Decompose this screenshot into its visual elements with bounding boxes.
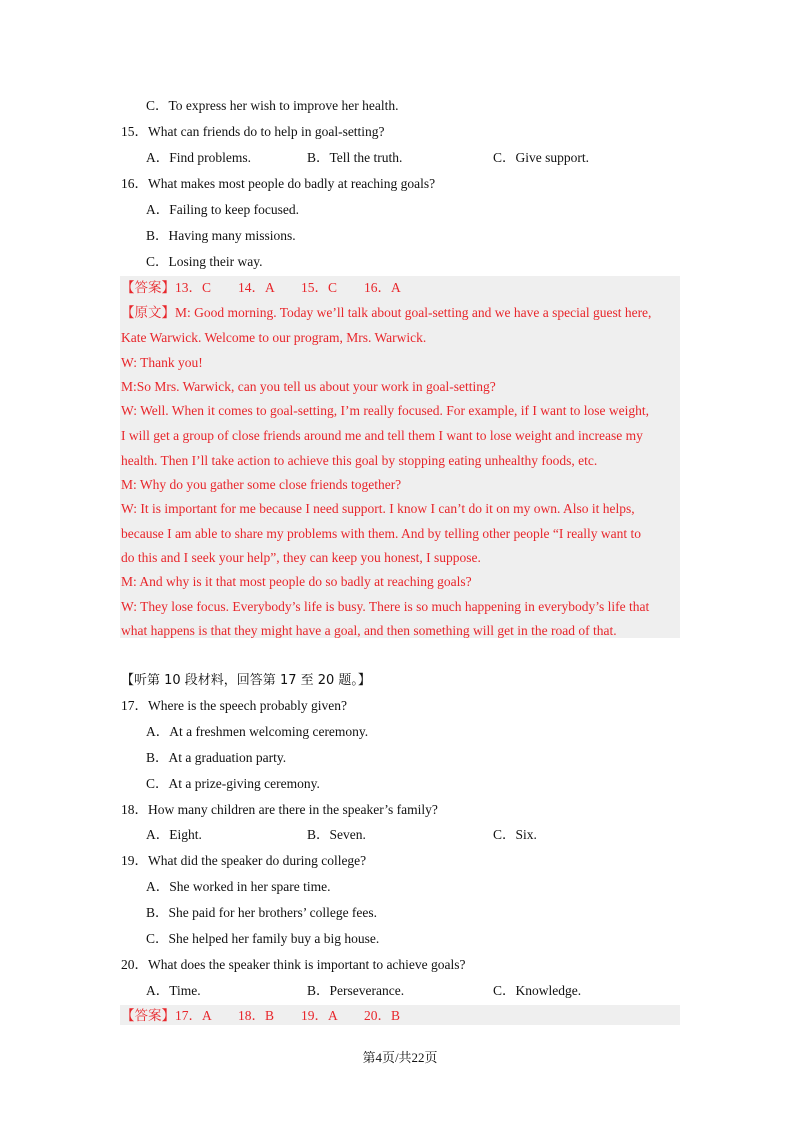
q20-option-a: A．Time.: [146, 983, 201, 998]
q17-option-a: A．At a freshmen welcoming ceremony.: [146, 724, 369, 739]
q19-question: 19．What did the speaker do during college?: [121, 853, 367, 868]
transcript-line: because I am able to share my problems with them. And by telling other people “I really want to: [121, 526, 641, 541]
transcript-line: what happens is that they might have a goal, and then something will get in the road of that.: [121, 623, 617, 638]
answer-line-1: [121, 279, 401, 297]
q17-option-b: B．At a graduation party.: [146, 750, 287, 765]
page-number: 第4页/共22页: [362, 1050, 438, 1065]
transcript-text: M: Good morning. Today we’ll talk about goal-setting and we have a special guest here,: [175, 305, 652, 320]
q18-option-b: B．Seven.: [307, 827, 366, 842]
section-heading: 【听第 10 段材料，回答第 17 至 20 题。】: [121, 673, 371, 688]
q20-option-b: B．Perseverance.: [307, 983, 405, 998]
q16-option-b: B．Having many missions.: [146, 228, 296, 243]
q17-question: 17．Where is the speech probably given?: [121, 698, 348, 713]
transcript-line: W: It is important for me because I need support. I know I can’t do it on my own. Also it helps,: [121, 501, 635, 516]
q18-option-a: A．Eight.: [146, 827, 202, 842]
transcript-line: W: Thank you!: [121, 355, 203, 370]
transcript-line: M: And why is it that most people do so badly at reaching goals?: [121, 574, 472, 589]
transcript-line: W: They lose focus. Everybody’s life is busy. There is so much happening in everybody’s life that: [121, 599, 650, 614]
q20-question: 20．What does the speaker think is important to achieve goals?: [121, 957, 466, 972]
q19-option-c: C．She helped her family buy a big house.: [146, 931, 380, 946]
q16-option-c: C．Losing their way.: [146, 254, 263, 269]
transcript-line: Kate Warwick. Welcome to our program, Mrs. Warwick.: [121, 330, 427, 345]
answer-text: 13．C 14．A 15．C 16．A: [175, 280, 401, 295]
q18-question: 18．How many children are there in the speaker’s family?: [121, 802, 438, 817]
q16-option-a: A．Failing to keep focused.: [146, 202, 299, 217]
q14-option-c: C．To express her wish to improve her health.: [146, 98, 399, 113]
transcript-line: [121, 304, 651, 322]
q20-option-c: C．Knowledge.: [493, 983, 582, 998]
answer-tag: 【答案】: [121, 1008, 175, 1023]
answer-tag: 【答案】: [121, 280, 175, 295]
q15-option-a: A．Find problems.: [146, 150, 252, 165]
q19-option-a: A．She worked in her spare time.: [146, 879, 331, 894]
answer-line-2: [121, 1007, 400, 1025]
answer-text: 17．A 18．B 19．A 20．B: [175, 1008, 401, 1023]
q18-option-c: C．Six.: [493, 827, 537, 842]
q17-option-c: C．At a prize-giving ceremony.: [146, 776, 320, 791]
q15-question: 15．What can friends do to help in goal-setting?: [121, 124, 385, 139]
q15-option-c: C．Give support.: [493, 150, 589, 165]
transcript-line: W: Well. When it comes to goal-setting, I’m really focused. For example, if I want to lose weight,: [121, 403, 650, 418]
transcript-line: health. Then I’ll take action to achieve this goal by stopping eating unhealthy foods, etc.: [121, 453, 598, 468]
transcript-line: do this and I seek your help”, they can keep you honest, I suppose.: [121, 550, 481, 565]
q16-question: 16．What makes most people do badly at reaching goals?: [121, 176, 436, 191]
q19-option-b: B．She paid for her brothers’ college fees.: [146, 905, 378, 920]
transcript-tag: 【原文】: [121, 305, 175, 320]
transcript-line: M: Why do you gather some close friends together?: [121, 477, 402, 492]
q15-option-b: B．Tell the truth.: [307, 150, 403, 165]
transcript-line: M:So Mrs. Warwick, can you tell us about your work in goal-setting?: [121, 379, 496, 394]
transcript-line: I will get a group of close friends around me and tell them I want to lose weight and increase my: [121, 428, 643, 443]
